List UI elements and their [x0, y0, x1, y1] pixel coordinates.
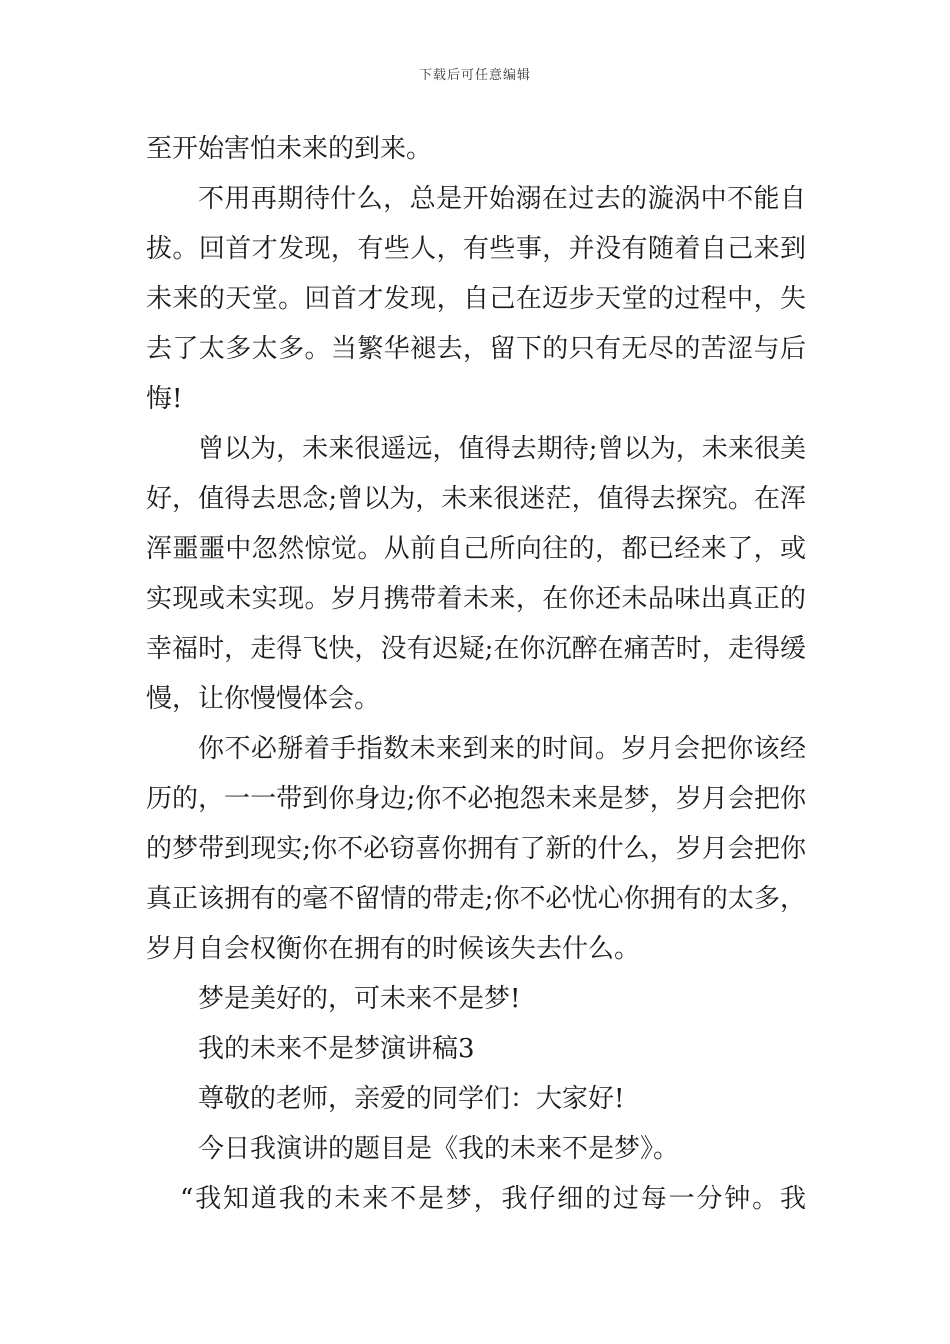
- text-line-21: 今日我演讲的题目是《我的未来不是梦》。: [198, 1134, 680, 1164]
- text-line-8: 好，值得去思念;曾以为，未来很迷茫，值得去探究。在浑: [146, 484, 806, 514]
- text-line-14: 历的，一一带到你身边;你不必抱怨未来是梦，岁月会把你: [146, 784, 806, 814]
- text-line-15: 的梦带到现实;你不必窃喜你拥有了新的什么，岁月会把你: [146, 834, 806, 864]
- text-line-3: 拔。回首才发现，有些人，有些事，并没有随着自己来到: [146, 234, 806, 264]
- text-line-9: 浑噩噩中忽然惊觉。从前自己所向往的，都已经来了，或: [146, 534, 806, 564]
- section-title: 我的未来不是梦演讲稿3: [198, 1034, 475, 1064]
- text-line-2: 不用再期待什么，总是开始溺在过去的漩涡中不能自: [198, 184, 806, 214]
- text-line-1: 至开始害怕未来的到来。: [146, 134, 433, 164]
- text-line-16: 真正该拥有的毫不留情的带走;你不必忧心你拥有的太多，: [146, 884, 806, 914]
- text-line-17: 岁月自会权衡你在拥有的时候该失去什么。: [146, 934, 641, 964]
- text-line-13: 你不必掰着手指数未来到来的时间。岁月会把你该经: [198, 734, 806, 764]
- text-line-12: 慢，让你慢慢体会。: [146, 684, 381, 714]
- text-line-4: 未来的天堂。回首才发现，自己在迈步天堂的过程中，失: [146, 284, 806, 314]
- text-line-10: 实现或未实现。岁月携带着未来，在你还未品味出真正的: [146, 584, 806, 614]
- document-body: [146, 124, 806, 1224]
- text-line-6: 悔!: [146, 384, 183, 414]
- salutation-line: 尊敬的老师，亲爱的同学们：大家好!: [198, 1084, 625, 1114]
- text-line-11: 幸福时，走得飞快，没有迟疑;在你沉醉在痛苦时，走得缓: [146, 634, 806, 664]
- text-line-5: 去了太多太多。当繁华褪去，留下的只有无尽的苦涩与后: [146, 334, 806, 364]
- text-line-22: “我知道我的未来不是梦，我仔细的过每一分钟。我: [180, 1184, 806, 1214]
- text-line-18: 梦是美好的，可未来不是梦!: [198, 984, 521, 1014]
- page-header: 下载后可任意编辑: [418, 68, 531, 83]
- text-line-7: 曾以为，未来很遥远，值得去期待;曾以为，未来很美: [198, 434, 806, 464]
